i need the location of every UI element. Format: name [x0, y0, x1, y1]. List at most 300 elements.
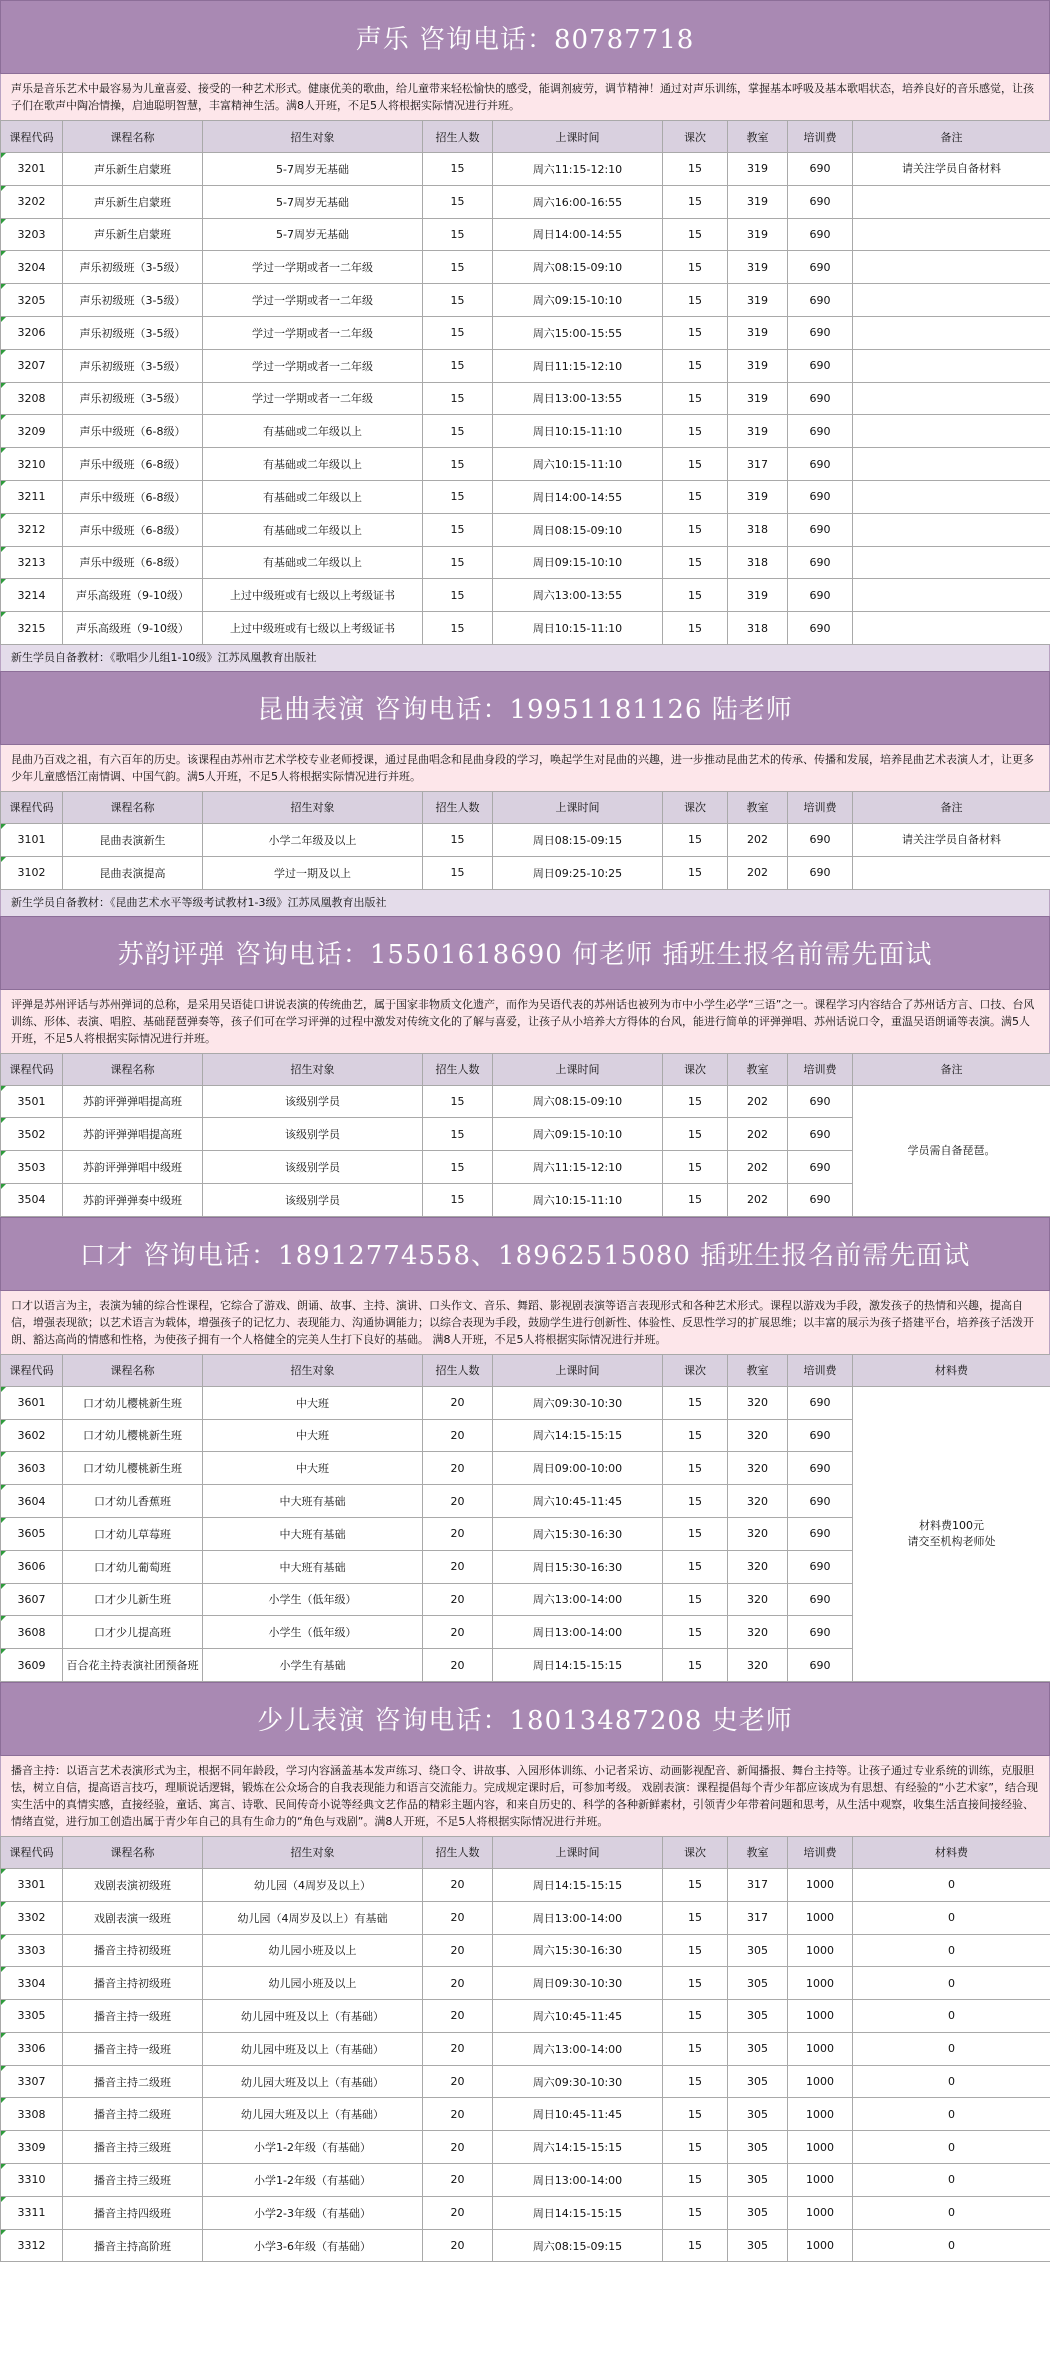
column-header-target: 招生对象 [203, 1053, 423, 1085]
column-header-sessions: 课次 [663, 1053, 728, 1085]
table-row [1, 1967, 1050, 2000]
cell-fee: 1000 [788, 1901, 853, 1934]
cell-capacity: 20 [423, 2131, 493, 2164]
cell-fee: 690 [788, 1085, 853, 1118]
table-row [1, 2000, 1050, 2033]
table-header-row [1, 121, 1050, 153]
cell-fee: 690 [788, 480, 853, 513]
table-row [1, 1901, 1050, 1934]
cell-course-code: 3310 [1, 2164, 63, 2197]
cell-course-code: 3212 [1, 513, 63, 546]
cell-capacity: 15 [423, 1183, 493, 1216]
cell-fee: 690 [788, 251, 853, 284]
cell-target: 幼儿园（4周岁及以上）有基础 [203, 1901, 423, 1934]
cell-course-name: 百合花主持表演社团预备班 [63, 1649, 203, 1682]
cell-target: 幼儿园中班及以上（有基础） [203, 2000, 423, 2033]
column-header-sessions: 课次 [663, 1354, 728, 1386]
cell-fee: 690 [788, 612, 853, 645]
cell-fee: 1000 [788, 2000, 853, 2033]
column-header-fee: 培训费 [788, 1053, 853, 1085]
cell-sessions: 15 [663, 2131, 728, 2164]
cell-capacity: 15 [423, 153, 493, 186]
cell-classroom: 318 [728, 546, 788, 579]
cell-course-name: 声乐初级班（3-5级） [63, 349, 203, 382]
cell-class-time: 周六15:00-15:55 [493, 316, 663, 349]
cell-capacity: 15 [423, 856, 493, 889]
cell-course-code: 3312 [1, 2229, 63, 2262]
cell-note: 0 [853, 2000, 1050, 2033]
cell-sessions: 15 [663, 1649, 728, 1682]
table-row [1, 856, 1050, 889]
cell-capacity: 20 [423, 1386, 493, 1419]
table-row [1, 448, 1050, 481]
cell-course-code: 3503 [1, 1151, 63, 1184]
column-header-note: 备注 [853, 791, 1050, 823]
cell-class-time: 周六11:15-12:10 [493, 153, 663, 186]
cell-course-code: 3307 [1, 2065, 63, 2098]
cell-course-name: 声乐中级班（6-8级） [63, 448, 203, 481]
cell-classroom: 320 [728, 1583, 788, 1616]
column-header-class-time: 上课时间 [493, 1354, 663, 1386]
cell-fee: 1000 [788, 2065, 853, 2098]
section-title: 苏韵评弹 咨询电话：15501618690 何老师 插班生报名前需先面试 [0, 916, 1050, 990]
cell-classroom: 305 [728, 2196, 788, 2229]
cell-capacity: 15 [423, 349, 493, 382]
cell-classroom: 305 [728, 2000, 788, 2033]
cell-course-code: 3211 [1, 480, 63, 513]
cell-sessions: 15 [663, 1934, 728, 1967]
cell-target: 幼儿园大班及以上（有基础） [203, 2098, 423, 2131]
cell-capacity: 15 [423, 284, 493, 317]
column-header-target: 招生对象 [203, 121, 423, 153]
cell-fee: 690 [788, 823, 853, 856]
cell-course-name: 苏韵评弹弹唱提高班 [63, 1118, 203, 1151]
table-row [1, 284, 1050, 317]
cell-note: 请关注学员自备材料 [853, 823, 1050, 856]
cell-note: 0 [853, 1901, 1050, 1934]
column-header-classroom: 教室 [728, 1836, 788, 1868]
cell-course-code: 3604 [1, 1485, 63, 1518]
cell-capacity: 15 [423, 218, 493, 251]
cell-course-name: 声乐新生启蒙班 [63, 185, 203, 218]
cell-sessions: 15 [663, 218, 728, 251]
cell-target: 学过一学期或者一二年级 [203, 349, 423, 382]
cell-course-name: 口才幼儿草莓班 [63, 1517, 203, 1550]
course-table [0, 120, 1050, 645]
cell-fee: 690 [788, 1419, 853, 1452]
cell-fee: 690 [788, 856, 853, 889]
cell-note-empty [853, 316, 1050, 349]
cell-note: 请关注学员自备材料 [853, 153, 1050, 186]
section-title: 昆曲表演 咨询电话：19951181126 陆老师 [0, 671, 1050, 745]
cell-class-time: 周日08:15-09:15 [493, 823, 663, 856]
cell-course-name: 声乐新生启蒙班 [63, 218, 203, 251]
cell-sessions: 15 [663, 1151, 728, 1184]
cell-classroom: 319 [728, 153, 788, 186]
cell-capacity: 20 [423, 2065, 493, 2098]
cell-target: 小学生（低年级） [203, 1616, 423, 1649]
cell-sessions: 15 [663, 2229, 728, 2262]
section-title: 口才 咨询电话：18912774558、18962515080 插班生报名前需先面试 [0, 1217, 1050, 1291]
cell-classroom: 320 [728, 1452, 788, 1485]
cell-course-name: 口才幼儿樱桃新生班 [63, 1419, 203, 1452]
cell-course-code: 3206 [1, 316, 63, 349]
cell-target: 小学1-2年级（有基础） [203, 2164, 423, 2197]
cell-sessions: 15 [663, 1118, 728, 1151]
cell-course-code: 3204 [1, 251, 63, 284]
cell-class-time: 周六09:15-10:10 [493, 1118, 663, 1151]
cell-course-code: 3102 [1, 856, 63, 889]
cell-capacity: 15 [423, 185, 493, 218]
cell-sessions: 15 [663, 2164, 728, 2197]
cell-class-time: 周六13:00-14:00 [493, 2032, 663, 2065]
cell-capacity: 20 [423, 1934, 493, 1967]
cell-target: 5-7周岁无基础 [203, 153, 423, 186]
column-header-target: 招生对象 [203, 1354, 423, 1386]
cell-class-time: 周六10:15-11:10 [493, 448, 663, 481]
cell-target: 有基础或二年级以上 [203, 546, 423, 579]
cell-fee: 690 [788, 579, 853, 612]
cell-capacity: 15 [423, 251, 493, 284]
table-row [1, 2065, 1050, 2098]
cell-capacity: 20 [423, 1616, 493, 1649]
table-row [1, 1085, 1050, 1118]
cell-fee: 690 [788, 448, 853, 481]
column-header-classroom: 教室 [728, 791, 788, 823]
cell-capacity: 20 [423, 1485, 493, 1518]
cell-course-code: 3207 [1, 349, 63, 382]
cell-course-code: 3209 [1, 415, 63, 448]
cell-fee: 1000 [788, 2164, 853, 2197]
column-header-fee: 培训费 [788, 121, 853, 153]
cell-note-empty [853, 448, 1050, 481]
column-header-capacity: 招生人数 [423, 1053, 493, 1085]
cell-classroom: 202 [728, 1151, 788, 1184]
cell-target: 幼儿园大班及以上（有基础） [203, 2065, 423, 2098]
cell-course-name: 声乐中级班（6-8级） [63, 546, 203, 579]
section-intro: 播音主持：以语言艺术表演形式为主，根据不同年龄段，学习内容涵盖基本发声练习、绕口令、讲故事、入园形体训练、小记者采访、动画影视配音、新闻播报、舞台主持等。让孩子通过专业系统的训练，克服胆怯，树立自信，提高语言技巧，理顺说话逻辑，锻炼在公众场合的自我表现能力和语言交流能力。完成规定课时后，可参加考级。 戏剧表演：课程提倡每个青少年都应该成为有思想、有经验的“小艺术家”，结合现实生活中的真情实感，直接经验，童话、寓言、诗歌、民间传奇小说等经典文艺作品的精彩主题内容，和来自历史的、科学的各种新鲜素材，引领青少年带着问题和思考，从生活中观察，收集生活直接间接经验、情绪直觉，进行加工创造出属于青少年自己的具有生命力的“角色与戏剧”。满8人开班，不足5人将根据实际情况进行并班。 [0, 1756, 1050, 1836]
cell-sessions: 15 [663, 153, 728, 186]
cell-course-name: 播音主持初级班 [63, 1934, 203, 1967]
cell-capacity: 20 [423, 1901, 493, 1934]
cell-fee: 690 [788, 153, 853, 186]
cell-classroom: 305 [728, 1967, 788, 2000]
cell-classroom: 319 [728, 185, 788, 218]
cell-classroom: 319 [728, 415, 788, 448]
cell-class-time: 周日13:00-14:00 [493, 1616, 663, 1649]
cell-class-time: 周日09:15-10:10 [493, 546, 663, 579]
cell-sessions: 15 [663, 1183, 728, 1216]
table-row [1, 316, 1050, 349]
cell-note: 0 [853, 2196, 1050, 2229]
cell-classroom: 202 [728, 856, 788, 889]
column-header-capacity: 招生人数 [423, 791, 493, 823]
cell-course-name: 播音主持四级班 [63, 2196, 203, 2229]
column-header-fee: 培训费 [788, 791, 853, 823]
cell-target: 中大班 [203, 1386, 423, 1419]
cell-course-code: 3306 [1, 2032, 63, 2065]
cell-class-time: 周六10:15-11:10 [493, 1183, 663, 1216]
cell-course-code: 3605 [1, 1517, 63, 1550]
cell-class-time: 周六13:00-13:55 [493, 579, 663, 612]
cell-course-code: 3213 [1, 546, 63, 579]
cell-classroom: 320 [728, 1550, 788, 1583]
cell-course-name: 播音主持二级班 [63, 2065, 203, 2098]
cell-course-code: 3101 [1, 823, 63, 856]
cell-class-time: 周六11:15-12:10 [493, 1151, 663, 1184]
cell-classroom: 202 [728, 1085, 788, 1118]
cell-target: 中大班有基础 [203, 1550, 423, 1583]
cell-fee: 690 [788, 1452, 853, 1485]
cell-fee: 690 [788, 1517, 853, 1550]
cell-class-time: 周六08:15-09:10 [493, 1085, 663, 1118]
cell-class-time: 周日08:15-09:10 [493, 513, 663, 546]
table-header-row [1, 791, 1050, 823]
cell-course-name: 声乐中级班（6-8级） [63, 513, 203, 546]
cell-sessions: 15 [663, 2098, 728, 2131]
cell-classroom: 320 [728, 1616, 788, 1649]
column-header-class-time: 上课时间 [493, 791, 663, 823]
cell-course-code: 3302 [1, 1901, 63, 1934]
cell-course-name: 声乐新生启蒙班 [63, 153, 203, 186]
cell-course-code: 3303 [1, 1934, 63, 1967]
cell-classroom: 305 [728, 2164, 788, 2197]
cell-class-time: 周六13:00-14:00 [493, 1583, 663, 1616]
cell-fee: 690 [788, 1583, 853, 1616]
table-row [1, 513, 1050, 546]
cell-classroom: 320 [728, 1485, 788, 1518]
cell-fee: 1000 [788, 1868, 853, 1901]
cell-sessions: 15 [663, 2065, 728, 2098]
cell-note-empty [853, 612, 1050, 645]
cell-target: 该级别学员 [203, 1118, 423, 1151]
table-row [1, 2164, 1050, 2197]
table-header-row [1, 1053, 1050, 1085]
cell-fee: 690 [788, 546, 853, 579]
cell-sessions: 15 [663, 823, 728, 856]
cell-target: 有基础或二年级以上 [203, 480, 423, 513]
cell-class-time: 周日14:15-15:15 [493, 1868, 663, 1901]
cell-sessions: 15 [663, 1616, 728, 1649]
table-row [1, 612, 1050, 645]
cell-fee: 690 [788, 382, 853, 415]
cell-sessions: 15 [663, 513, 728, 546]
cell-capacity: 20 [423, 1967, 493, 2000]
cell-sessions: 15 [663, 2196, 728, 2229]
cell-capacity: 15 [423, 546, 493, 579]
cell-fee: 690 [788, 1151, 853, 1184]
column-header-course-name: 课程名称 [63, 791, 203, 823]
cell-target: 中大班有基础 [203, 1485, 423, 1518]
cell-course-name: 口才幼儿樱桃新生班 [63, 1452, 203, 1485]
cell-capacity: 15 [423, 579, 493, 612]
cell-course-name: 苏韵评弹弹唱中级班 [63, 1151, 203, 1184]
column-header-class-time: 上课时间 [493, 1836, 663, 1868]
cell-capacity: 20 [423, 2032, 493, 2065]
cell-classroom: 305 [728, 2098, 788, 2131]
cell-class-time: 周日14:00-14:55 [493, 218, 663, 251]
cell-sessions: 15 [663, 1583, 728, 1616]
course-table [0, 791, 1050, 890]
cell-class-time: 周日09:30-10:30 [493, 1967, 663, 2000]
cell-course-code: 3201 [1, 153, 63, 186]
cell-capacity: 15 [423, 448, 493, 481]
cell-fee: 690 [788, 1485, 853, 1518]
cell-sessions: 15 [663, 1550, 728, 1583]
cell-course-name: 播音主持高阶班 [63, 2229, 203, 2262]
course-section [0, 1682, 1050, 2263]
cell-classroom: 202 [728, 1118, 788, 1151]
cell-class-time: 周六14:15-15:15 [493, 2131, 663, 2164]
cell-fee: 690 [788, 284, 853, 317]
cell-capacity: 20 [423, 1550, 493, 1583]
cell-note-empty [853, 579, 1050, 612]
cell-course-code: 3205 [1, 284, 63, 317]
table-row [1, 1934, 1050, 1967]
cell-class-time: 周日09:25-10:25 [493, 856, 663, 889]
cell-sessions: 15 [663, 316, 728, 349]
cell-classroom: 317 [728, 1901, 788, 1934]
cell-classroom: 318 [728, 513, 788, 546]
cell-course-name: 苏韵评弹弹唱提高班 [63, 1085, 203, 1118]
table-row [1, 480, 1050, 513]
column-header-class-time: 上课时间 [493, 121, 663, 153]
cell-note-empty [853, 546, 1050, 579]
cell-course-name: 播音主持一级班 [63, 2000, 203, 2033]
cell-fee: 690 [788, 1386, 853, 1419]
course-section [0, 1217, 1050, 1682]
cell-target: 5-7周岁无基础 [203, 185, 423, 218]
cell-fee: 1000 [788, 2032, 853, 2065]
cell-target: 有基础或二年级以上 [203, 415, 423, 448]
cell-target: 小学3-6年级（有基础） [203, 2229, 423, 2262]
cell-course-code: 3608 [1, 1616, 63, 1649]
cell-classroom: 319 [728, 349, 788, 382]
cell-class-time: 周日13:00-13:55 [493, 382, 663, 415]
cell-class-time: 周六09:30-10:30 [493, 2065, 663, 2098]
cell-classroom: 319 [728, 316, 788, 349]
cell-note-empty [853, 415, 1050, 448]
cell-course-name: 口才幼儿樱桃新生班 [63, 1386, 203, 1419]
cell-fee: 690 [788, 1118, 853, 1151]
cell-class-time: 周日14:15-15:15 [493, 2196, 663, 2229]
cell-fee: 690 [788, 1649, 853, 1682]
cell-fee: 690 [788, 1550, 853, 1583]
cell-class-time: 周六09:30-10:30 [493, 1386, 663, 1419]
cell-course-code: 3602 [1, 1419, 63, 1452]
cell-target: 学过一学期或者一二年级 [203, 284, 423, 317]
cell-capacity: 15 [423, 612, 493, 645]
table-row [1, 153, 1050, 186]
table-row [1, 185, 1050, 218]
cell-course-code: 3215 [1, 612, 63, 645]
table-row [1, 415, 1050, 448]
cell-fee: 1000 [788, 2131, 853, 2164]
cell-course-code: 3203 [1, 218, 63, 251]
cell-note-empty [853, 480, 1050, 513]
cell-classroom: 320 [728, 1517, 788, 1550]
cell-course-code: 3603 [1, 1452, 63, 1485]
section-intro: 声乐是音乐艺术中最容易为儿童喜爱、接受的一种艺术形式。健康优美的歌曲，给儿童带来轻松愉快的感受，能调剂疲劳，调节精神！通过对声乐训练，掌握基本呼吸及基本歌唱状态，培养良好的音乐感觉，让孩子们在歌声中陶冶情操，启迪聪明智慧，丰富精神生活。满8人开班，不足5人将根据实际情况进行并班。 [0, 74, 1050, 120]
cell-note-empty [853, 349, 1050, 382]
cell-fee: 690 [788, 349, 853, 382]
cell-capacity: 15 [423, 480, 493, 513]
column-header-classroom: 教室 [728, 1053, 788, 1085]
cell-target: 学过一期及以上 [203, 856, 423, 889]
cell-note: 0 [853, 1934, 1050, 1967]
cell-class-time: 周六14:15-15:15 [493, 1419, 663, 1452]
cell-target: 上过中级班或有七级以上考级证书 [203, 612, 423, 645]
cell-note: 学员需自备琵琶。 [853, 1085, 1050, 1216]
cell-classroom: 305 [728, 2065, 788, 2098]
cell-course-name: 播音主持二级班 [63, 2098, 203, 2131]
cell-classroom: 305 [728, 2229, 788, 2262]
cell-target: 该级别学员 [203, 1183, 423, 1216]
column-header-course-name: 课程名称 [63, 1354, 203, 1386]
cell-classroom: 319 [728, 284, 788, 317]
column-header-fee: 培训费 [788, 1354, 853, 1386]
column-header-class-time: 上课时间 [493, 1053, 663, 1085]
cell-course-name: 声乐初级班（3-5级） [63, 284, 203, 317]
cell-capacity: 20 [423, 1419, 493, 1452]
cell-classroom: 319 [728, 382, 788, 415]
cell-capacity: 20 [423, 1452, 493, 1485]
cell-course-code: 3305 [1, 2000, 63, 2033]
cell-course-name: 口才少儿提高班 [63, 1616, 203, 1649]
cell-capacity: 20 [423, 2164, 493, 2197]
cell-sessions: 15 [663, 612, 728, 645]
cell-sessions: 15 [663, 480, 728, 513]
cell-class-time: 周六08:15-09:15 [493, 2229, 663, 2262]
cell-class-time: 周六15:30-16:30 [493, 1517, 663, 1550]
cell-target: 有基础或二年级以上 [203, 513, 423, 546]
cell-note: 0 [853, 1967, 1050, 2000]
cell-sessions: 15 [663, 579, 728, 612]
cell-class-time: 周日09:00-10:00 [493, 1452, 663, 1485]
cell-course-name: 口才幼儿香蕉班 [63, 1485, 203, 1518]
cell-fee: 1000 [788, 1934, 853, 1967]
cell-sessions: 15 [663, 1517, 728, 1550]
cell-fee: 690 [788, 415, 853, 448]
cell-course-name: 戏剧表演一级班 [63, 1901, 203, 1934]
column-header-capacity: 招生人数 [423, 1354, 493, 1386]
cell-class-time: 周六10:45-11:45 [493, 1485, 663, 1518]
cell-course-code: 3501 [1, 1085, 63, 1118]
cell-course-code: 3607 [1, 1583, 63, 1616]
cell-note-empty [853, 218, 1050, 251]
cell-target: 5-7周岁无基础 [203, 218, 423, 251]
section-footer: 新生学员自备教材：《昆曲艺术水平等级考试教材1-3级》江苏凤凰教育出版社 [0, 890, 1050, 916]
cell-class-time: 周六08:15-09:10 [493, 251, 663, 284]
section-footer: 新生学员自备教材：《歌唱少儿组1-10级》江苏凤凰教育出版社 [0, 645, 1050, 671]
cell-capacity: 15 [423, 316, 493, 349]
cell-classroom: 305 [728, 2131, 788, 2164]
cell-note-empty [853, 284, 1050, 317]
column-header-target: 招生对象 [203, 791, 423, 823]
section-title: 声乐 咨询电话：80787718 [0, 0, 1050, 74]
cell-note: 0 [853, 2229, 1050, 2262]
cell-fee: 1000 [788, 1967, 853, 2000]
cell-target: 上过中级班或有七级以上考级证书 [203, 579, 423, 612]
cell-target: 小学二年级及以上 [203, 823, 423, 856]
cell-note-empty [853, 382, 1050, 415]
column-header-note: 备注 [853, 1053, 1050, 1085]
cell-sessions: 15 [663, 382, 728, 415]
cell-sessions: 15 [663, 1419, 728, 1452]
cell-fee: 690 [788, 185, 853, 218]
column-header-course-code: 课程代码 [1, 1836, 63, 1868]
cell-classroom: 317 [728, 1868, 788, 1901]
